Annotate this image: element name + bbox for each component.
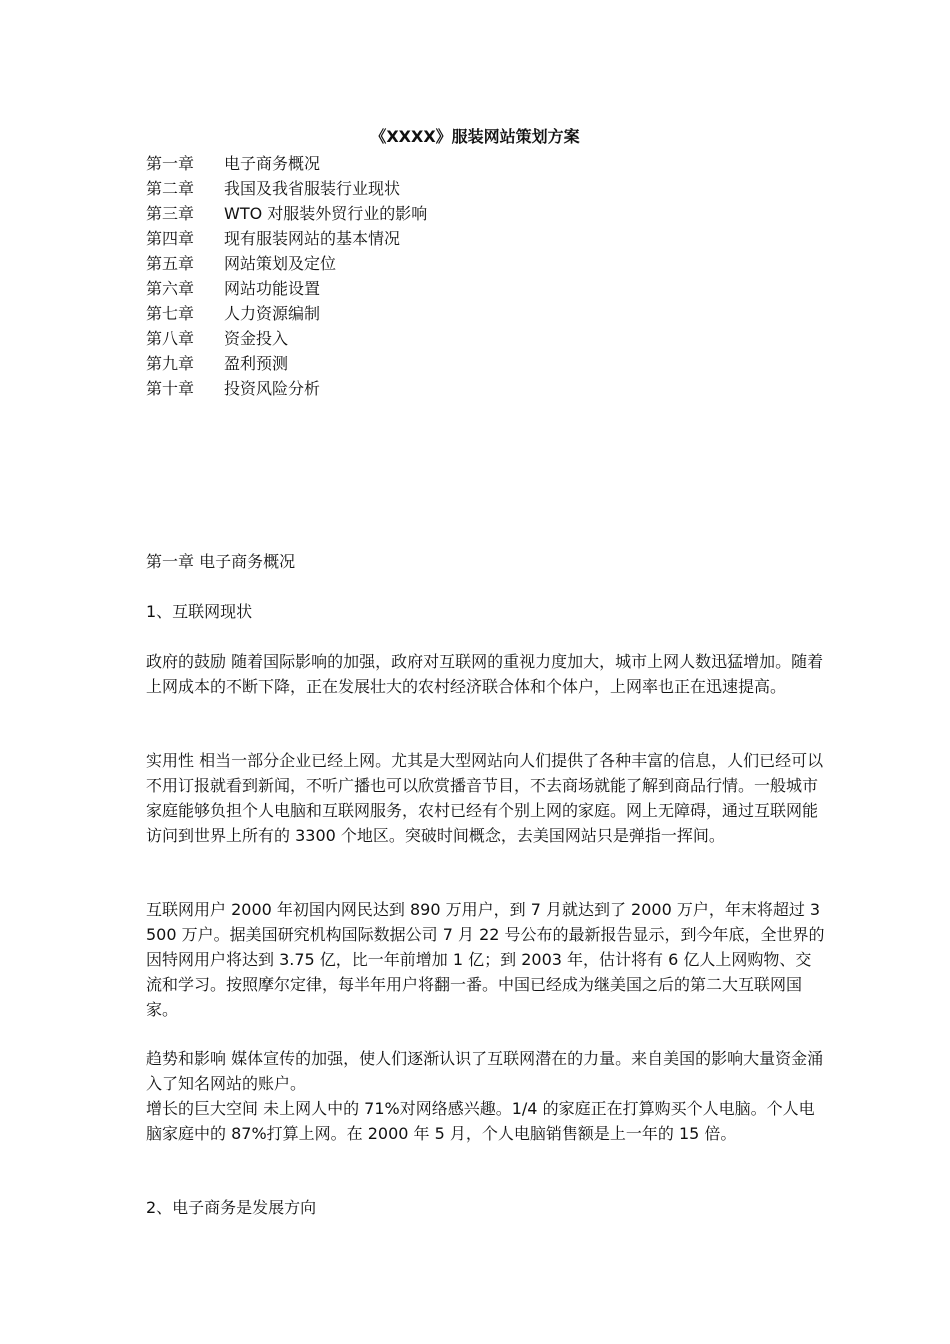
paragraph-growth-space: 增长的巨大空间 未上网人中的 71%对网络感兴趣。1/4 的家庭正在打算购买个人电脑。个人电脑家庭中的 87%打算上网。在 2000 年 5 月，个人电脑销售额是上一年的 15 倍。 xyxy=(146,1099,815,1143)
toc-item xyxy=(146,151,427,176)
toc-item xyxy=(146,276,427,301)
toc-chapter-name: 人力资源编制 xyxy=(224,304,321,323)
toc-chapter-number: 第六章 xyxy=(146,279,195,298)
toc-chapter-number: 第四章 xyxy=(146,229,195,248)
toc-chapter-number: 第三章 xyxy=(146,204,195,223)
toc-chapter-number: 第七章 xyxy=(146,304,195,323)
toc-chapter-name: 我国及我省服装行业现状 xyxy=(224,179,401,198)
toc-item xyxy=(146,301,427,326)
toc-chapter-number: 第五章 xyxy=(146,254,195,273)
toc-chapter-name: 盈利预测 xyxy=(224,354,289,373)
paragraph-government: 政府的鼓励 随着国际影响的加强，政府对互联网的重视力度加大，城市上网人数迅猛增加。随着上网成本的不断下降，正在发展壮大的农村经济联合体和个体户，上网率也正在迅速提高。 xyxy=(146,652,824,696)
toc-chapter-number: 第八章 xyxy=(146,329,195,348)
toc-chapter-name: 网站策划及定位 xyxy=(224,254,337,273)
section-heading: 2、电子商务是发展方向 xyxy=(146,1198,317,1217)
toc-chapter-number: 第一章 xyxy=(146,154,195,173)
section-heading: 1、互联网现状 xyxy=(146,602,253,621)
toc-item xyxy=(146,251,427,276)
chapter-heading: 第一章 电子商务概况 xyxy=(146,552,296,571)
toc-item xyxy=(146,226,427,251)
toc-chapter-number: 第十章 xyxy=(146,379,195,398)
paragraph-internet-users: 互联网用户 2000 年初国内网民达到 890 万用户，到 7 月就达到了 2000 万户，年末将超过 3500 万户。据美国研究机构国际数据公司 7 月 22 号公布的最新报告显示，到今年底，全世界的因特网用户将达到 3.75 亿，比一年前增加 1 亿；到 2003 年，估计将有 6 亿人上网购物、交流和学习。按照摩尔定律，每半年用户将翻一番。中国已经成为继美国之后的第二大互联网国家。 xyxy=(146,900,825,1019)
toc-chapter-name: 资金投入 xyxy=(224,329,289,348)
toc-chapter-name: 投资风险分析 xyxy=(224,379,321,398)
paragraph-trend: 趋势和影响 媒体宣传的加强，使人们逐渐认识了互联网潜在的力量。来自美国的影响大量资金涌入了知名网站的账户。 xyxy=(146,1049,824,1093)
table-of-contents xyxy=(146,151,427,401)
toc-chapter-name: 电子商务概况 xyxy=(224,154,321,173)
toc-chapter-name: WTO 对服装外贸行业的影响 xyxy=(224,204,428,223)
toc-item xyxy=(146,376,427,401)
toc-item xyxy=(146,326,427,351)
toc-item xyxy=(146,351,427,376)
toc-item xyxy=(146,176,427,201)
toc-chapter-number: 第九章 xyxy=(146,354,195,373)
toc-item xyxy=(146,201,427,226)
toc-chapter-number: 第二章 xyxy=(146,179,195,198)
paragraph-practicality: 实用性 相当一部分企业已经上网。尤其是大型网站向人们提供了各种丰富的信息，人们已经可以不用订报就看到新闻，不听广播也可以欣赏播音节目，不去商场就能了解到商品行情。一般城市家庭能够负担个人电脑和互联网服务，农村已经有个别上网的家庭。网上无障碍，通过互联网能访问到世界上所有的 3300 个地区。突破时间概念，去美国网站只是弹指一挥间。 xyxy=(146,751,824,845)
toc-chapter-name: 现有服装网站的基本情况 xyxy=(224,229,401,248)
toc-chapter-name: 网站功能设置 xyxy=(224,279,321,298)
document-title: 《XXXX》服装网站策划方案 xyxy=(370,127,580,146)
